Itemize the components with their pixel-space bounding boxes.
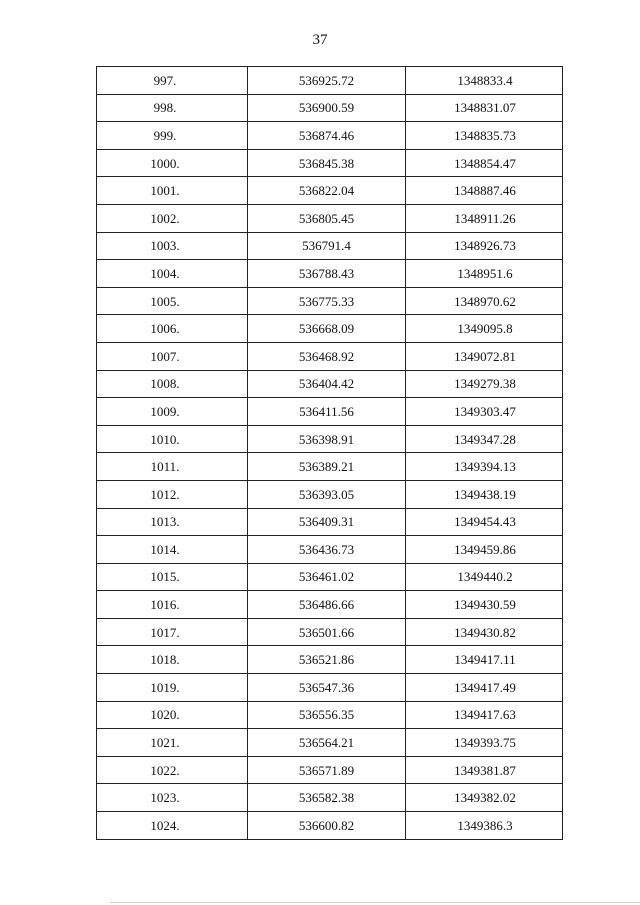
x-coordinate-cell: 536791.4 — [248, 232, 406, 260]
x-coordinate-cell: 536556.35 — [248, 701, 406, 729]
y-coordinate-cell: 1349303.47 — [406, 398, 563, 426]
y-coordinate-cell: 1349459.86 — [406, 536, 563, 564]
x-coordinate-cell: 536571.89 — [248, 756, 406, 784]
x-coordinate-cell: 536486.66 — [248, 591, 406, 619]
table-row — [97, 756, 563, 784]
x-coordinate-cell: 536600.82 — [248, 812, 406, 840]
y-coordinate-cell: 1349417.49 — [406, 674, 563, 702]
y-coordinate-cell: 1348831.07 — [406, 94, 563, 122]
table-row — [97, 260, 563, 288]
y-coordinate-cell: 1348911.26 — [406, 204, 563, 232]
point-number-cell: 1012. — [97, 480, 248, 508]
x-coordinate-cell: 536874.46 — [248, 122, 406, 150]
table-row — [97, 67, 563, 95]
table-row — [97, 674, 563, 702]
point-number-cell: 1021. — [97, 729, 248, 757]
page-number: 37 — [312, 32, 328, 48]
y-coordinate-cell: 1348970.62 — [406, 287, 563, 315]
point-number-cell: 1007. — [97, 342, 248, 370]
point-number-cell: 1024. — [97, 812, 248, 840]
x-coordinate-cell: 536411.56 — [248, 398, 406, 426]
table-row — [97, 232, 563, 260]
point-number-cell: 1022. — [97, 756, 248, 784]
point-number-cell: 1019. — [97, 674, 248, 702]
x-coordinate-cell: 536436.73 — [248, 536, 406, 564]
y-coordinate-cell: 1349347.28 — [406, 425, 563, 453]
point-number-cell: 999. — [97, 122, 248, 150]
table-row — [97, 480, 563, 508]
x-coordinate-cell: 536925.72 — [248, 67, 406, 95]
x-coordinate-cell: 536900.59 — [248, 94, 406, 122]
y-coordinate-cell: 1348835.73 — [406, 122, 563, 150]
y-coordinate-cell: 1349417.63 — [406, 701, 563, 729]
point-number-cell: 1015. — [97, 563, 248, 591]
y-coordinate-cell: 1349386.3 — [406, 812, 563, 840]
x-coordinate-cell: 536668.09 — [248, 315, 406, 343]
y-coordinate-cell: 1349438.19 — [406, 480, 563, 508]
x-coordinate-cell: 536547.36 — [248, 674, 406, 702]
y-coordinate-cell: 1348926.73 — [406, 232, 563, 260]
table-row — [97, 591, 563, 619]
y-coordinate-cell: 1349382.02 — [406, 784, 563, 812]
y-coordinate-cell: 1348833.4 — [406, 67, 563, 95]
x-coordinate-cell: 536398.91 — [248, 425, 406, 453]
point-number-cell: 1018. — [97, 646, 248, 674]
x-coordinate-cell: 536521.86 — [248, 646, 406, 674]
table-row — [97, 701, 563, 729]
coordinates-table — [96, 66, 563, 840]
x-coordinate-cell: 536404.42 — [248, 370, 406, 398]
x-coordinate-cell: 536805.45 — [248, 204, 406, 232]
coordinates-table-body — [97, 67, 563, 840]
point-number-cell: 1002. — [97, 204, 248, 232]
point-number-cell: 1017. — [97, 618, 248, 646]
table-row — [97, 563, 563, 591]
point-number-cell: 1016. — [97, 591, 248, 619]
point-number-cell: 1020. — [97, 701, 248, 729]
x-coordinate-cell: 536582.38 — [248, 784, 406, 812]
table-row — [97, 398, 563, 426]
x-coordinate-cell: 536845.38 — [248, 149, 406, 177]
y-coordinate-cell: 1349430.82 — [406, 618, 563, 646]
point-number-cell: 1003. — [97, 232, 248, 260]
table-row — [97, 122, 563, 150]
y-coordinate-cell: 1349430.59 — [406, 591, 563, 619]
table-row — [97, 646, 563, 674]
y-coordinate-cell: 1349381.87 — [406, 756, 563, 784]
point-number-cell: 1013. — [97, 508, 248, 536]
table-row — [97, 315, 563, 343]
point-number-cell: 1009. — [97, 398, 248, 426]
table-row — [97, 149, 563, 177]
table-row — [97, 508, 563, 536]
point-number-cell: 997. — [97, 67, 248, 95]
table-row — [97, 536, 563, 564]
x-coordinate-cell: 536788.43 — [248, 260, 406, 288]
y-coordinate-cell: 1349095.8 — [406, 315, 563, 343]
point-number-cell: 998. — [97, 94, 248, 122]
table-row — [97, 453, 563, 481]
y-coordinate-cell: 1349072.81 — [406, 342, 563, 370]
table-row — [97, 342, 563, 370]
table-row — [97, 729, 563, 757]
y-coordinate-cell: 1349417.11 — [406, 646, 563, 674]
y-coordinate-cell: 1348854.47 — [406, 149, 563, 177]
x-coordinate-cell: 536564.21 — [248, 729, 406, 757]
x-coordinate-cell: 536775.33 — [248, 287, 406, 315]
table-row — [97, 177, 563, 205]
table-row — [97, 94, 563, 122]
table-row — [97, 784, 563, 812]
y-coordinate-cell: 1349394.13 — [406, 453, 563, 481]
y-coordinate-cell: 1349393.75 — [406, 729, 563, 757]
x-coordinate-cell: 536393.05 — [248, 480, 406, 508]
table-row — [97, 812, 563, 840]
point-number-cell: 1005. — [97, 287, 248, 315]
table-row — [97, 618, 563, 646]
x-coordinate-cell: 536468.92 — [248, 342, 406, 370]
scan-edge-line — [110, 902, 640, 903]
table-row — [97, 287, 563, 315]
y-coordinate-cell: 1349440.2 — [406, 563, 563, 591]
x-coordinate-cell: 536409.31 — [248, 508, 406, 536]
point-number-cell: 1004. — [97, 260, 248, 288]
table-row — [97, 425, 563, 453]
y-coordinate-cell: 1348887.46 — [406, 177, 563, 205]
x-coordinate-cell: 536389.21 — [248, 453, 406, 481]
point-number-cell: 1010. — [97, 425, 248, 453]
point-number-cell: 1008. — [97, 370, 248, 398]
y-coordinate-cell: 1349279.38 — [406, 370, 563, 398]
point-number-cell: 1000. — [97, 149, 248, 177]
point-number-cell: 1014. — [97, 536, 248, 564]
table-row — [97, 370, 563, 398]
point-number-cell: 1006. — [97, 315, 248, 343]
y-coordinate-cell: 1349454.43 — [406, 508, 563, 536]
x-coordinate-cell: 536822.04 — [248, 177, 406, 205]
point-number-cell: 1023. — [97, 784, 248, 812]
point-number-cell: 1011. — [97, 453, 248, 481]
x-coordinate-cell: 536461.02 — [248, 563, 406, 591]
point-number-cell: 1001. — [97, 177, 248, 205]
table-row — [97, 204, 563, 232]
y-coordinate-cell: 1348951.6 — [406, 260, 563, 288]
x-coordinate-cell: 536501.66 — [248, 618, 406, 646]
